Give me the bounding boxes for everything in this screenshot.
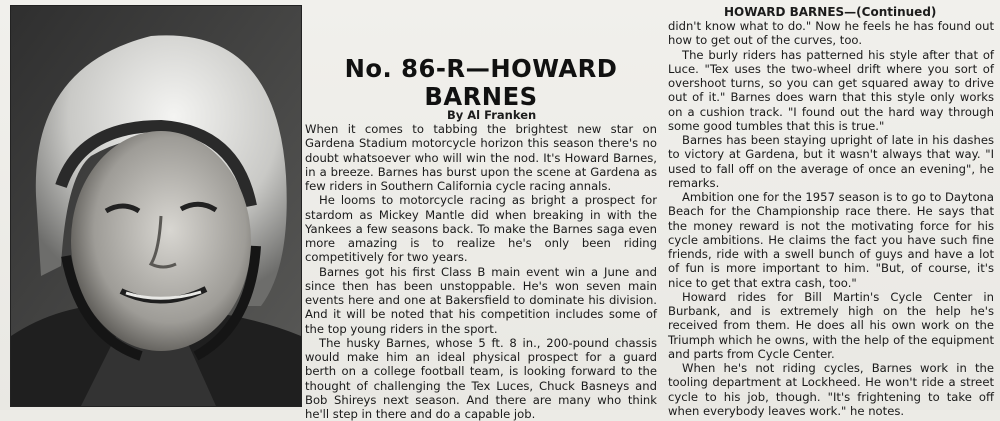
paragraph: didn't know what to do." Now he feels he has found out how to get out of the curves, too. (668, 19, 994, 48)
continued-header: HOWARD BARNES—(Continued) (724, 5, 937, 19)
rider-portrait-drawing (11, 6, 301, 406)
paragraph: He looms to motorcycle racing as bright a prospect for stardom as Mickey Mantle did when breaking in with the Yankees a few seasons back. To make the Barnes saga even more amazing is to realize he's only been riding competitively for two years. (305, 193, 657, 265)
paragraph: When it comes to tabbing the brightest new star on Gardena Stadium motorcycle horizon this season there's no doubt whatsoever who will win the nod. It's Howard Barnes, in a breeze. Barnes has burst upon the scene at Gardena as few riders in Southern California cycle racing annals. (305, 122, 657, 193)
paragraph: Howard rides for Bill Martin's Cycle Center in Burbank, and is extremely high on the help he's received from them. He does all his own work on the Triumph which he owns, with the help of the equipment and parts from Cycle Center. (668, 289, 994, 361)
rider-portrait-photo (10, 5, 302, 407)
paragraph: Barnes has been staying upright of late in his dashes to victory at Gardena, but it wasn't always that way. "I used to fall off on the average of once an evening", he remarks. (668, 133, 994, 190)
article-column-2 (668, 5, 994, 418)
byline: By Al Franken (447, 108, 537, 122)
paragraph: The burly riders has patterned his style after that of Luce. "Tex uses the two-wheel drift where you sort of overshoot turns, so you can get squared away to drive out of it." Barnes does warn that this style only works on a cushion track. "I found out the hard way through some good tumbles that this is true." (668, 47, 994, 133)
paragraph: Barnes got his first Class B main event win a June and since then has been unstoppable. He's won seven main events here and one at Bakersfield to dominate his division. And it will be noted that his competition includes some of the top young riders in the sport. (305, 264, 657, 336)
headline: No. 86-R—HOWARD BARNES (344, 54, 618, 111)
paragraph: Ambition one for the 1957 season is to go to Daytona Beach for the Championship race there. He says that the money reward is not the motivating force for his cycle ambitions. He claims the fact you have such fine friends, ride with a swell bunch of guys and have a lot of fun is more important to him. "But, of course, it's nice to get that extra cash, too." (668, 190, 994, 290)
paragraph: The husky Barnes, whose 5 ft. 8 in., 200-pound chassis would make him an ideal physical prospect for a guard berth on a college football team, is looking forward to the thought of challenging the Tex Luces, Chuck Basneys and Bob Shireys next season. And there are many who think he'll step in there and do a capable job. (305, 335, 657, 421)
article-column-1 (305, 55, 657, 421)
paragraph: When he's not riding cycles, Barnes work in the tooling department at Lockheed. He won't ride a street cycle to his job, though. "It's frightening to take off when everybody leaves work." he notes. (668, 361, 994, 418)
